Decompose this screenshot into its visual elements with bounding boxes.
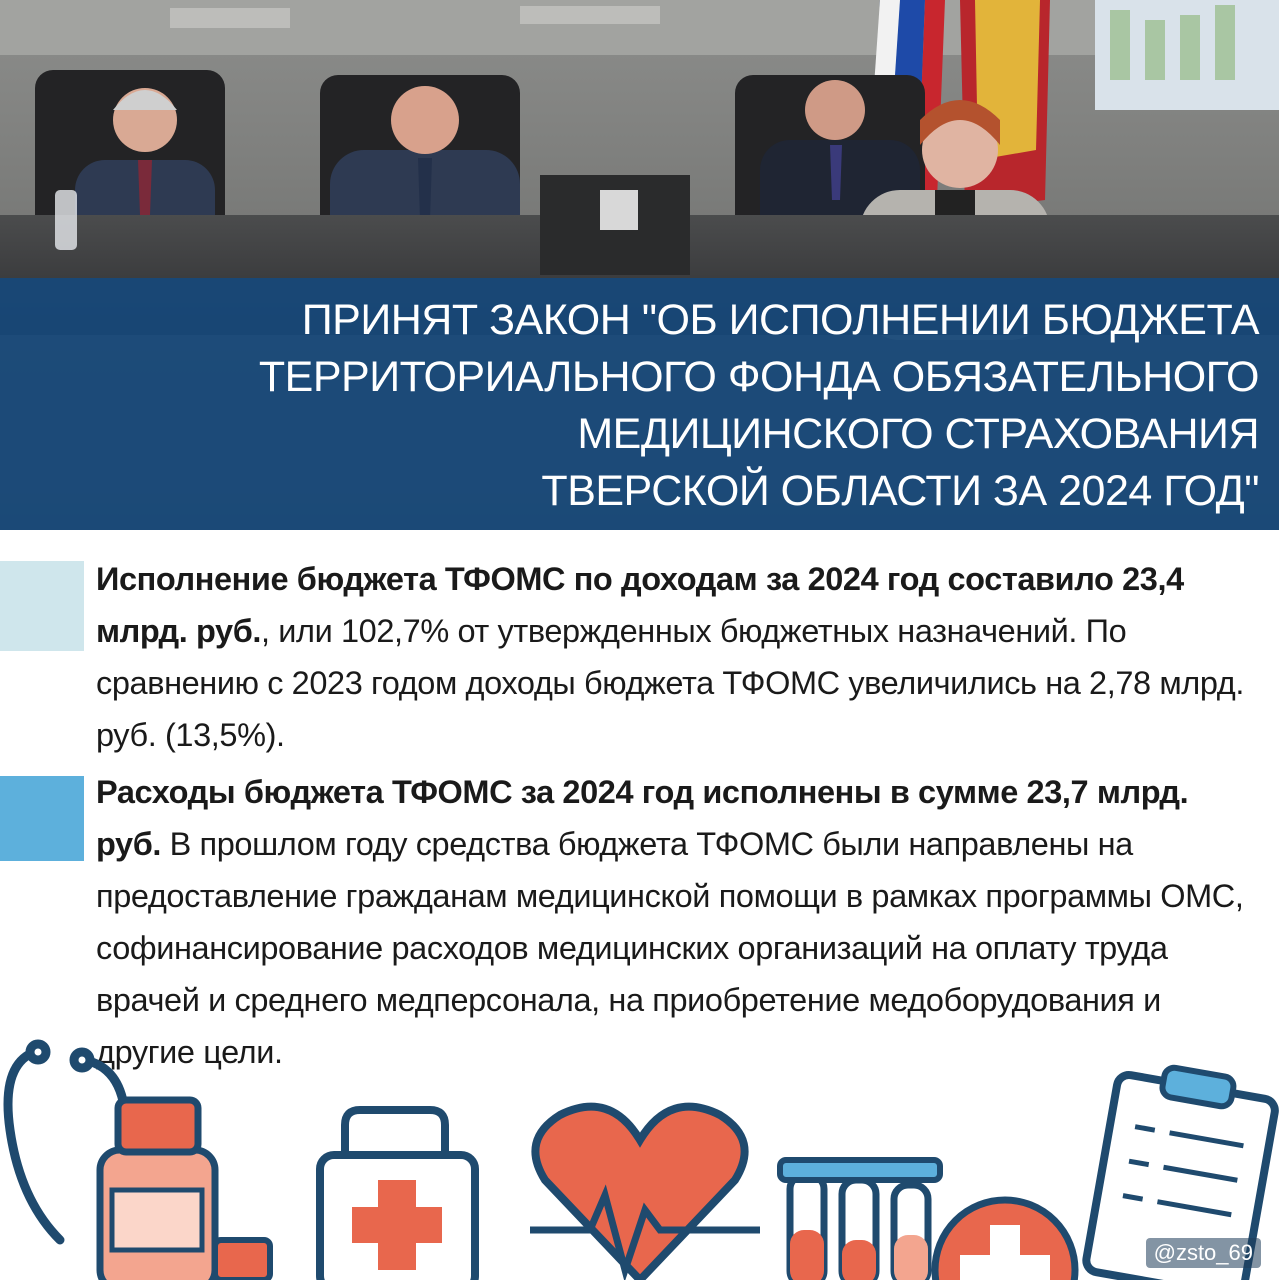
paragraph-income-text: , или 102,7% от утвержденных бюджетных назначений. По сравнению с 2023 годом доходы бюджета ТФОМС увеличились на 2,78 млрд. руб. (13,5%). [96,613,1244,753]
title-line-1: ПРИНЯТ ЗАКОН "ОБ ИСПОЛНЕНИИ БЮДЖЕТА [301,296,1259,344]
heart-pulse-icon [530,1107,760,1280]
medical-illustrations [0,1030,1279,1280]
paragraph-marker-2 [0,776,84,861]
title-banner [0,278,1279,530]
paragraph-expenses-highlight: Расходы бюджета ТФОМС за 2024 год исполнены в сумме 23,7 млрд. руб. [96,774,1189,862]
title-line-3: МЕДИЦИНСКОГО СТРАХОВАНИЯ [577,410,1259,458]
title-line-2: ТЕРРИТОРИАЛЬНОГО ФОНДА ОБЯЗАТЕЛЬНОГО [258,353,1259,401]
water-bottle [55,190,77,250]
paragraph-income-highlight: Исполнение бюджета ТФОМС по доходам за 2024 год составило 23,4 млрд. руб. [96,561,1184,649]
paragraph-income [96,553,1256,761]
medicine-bottle-icon [100,1100,215,1280]
paragraph-marker-1 [0,561,84,651]
paragraph-expenses-text: В прошлом году средства бюджета ТФОМС были направлены на предоставление гражданам медицинской помощи в рамках программы ОМС, софинансирование расходов медицинских организаций на оплату труда врачей и среднего медперсонала, на приобретение медоборудования и другие цели. [96,826,1244,1070]
title-line-4: ТВЕРСКОЙ ОБЛАСТИ ЗА 2024 ГОД" [541,467,1259,515]
test-tubes-icon [780,1160,940,1280]
first-aid-kit-icon [320,1110,475,1280]
pill-jar-icon [215,1240,270,1280]
author-handle: @zsto_69 [1146,1238,1261,1268]
medical-cross-badge-icon [935,1200,1075,1280]
